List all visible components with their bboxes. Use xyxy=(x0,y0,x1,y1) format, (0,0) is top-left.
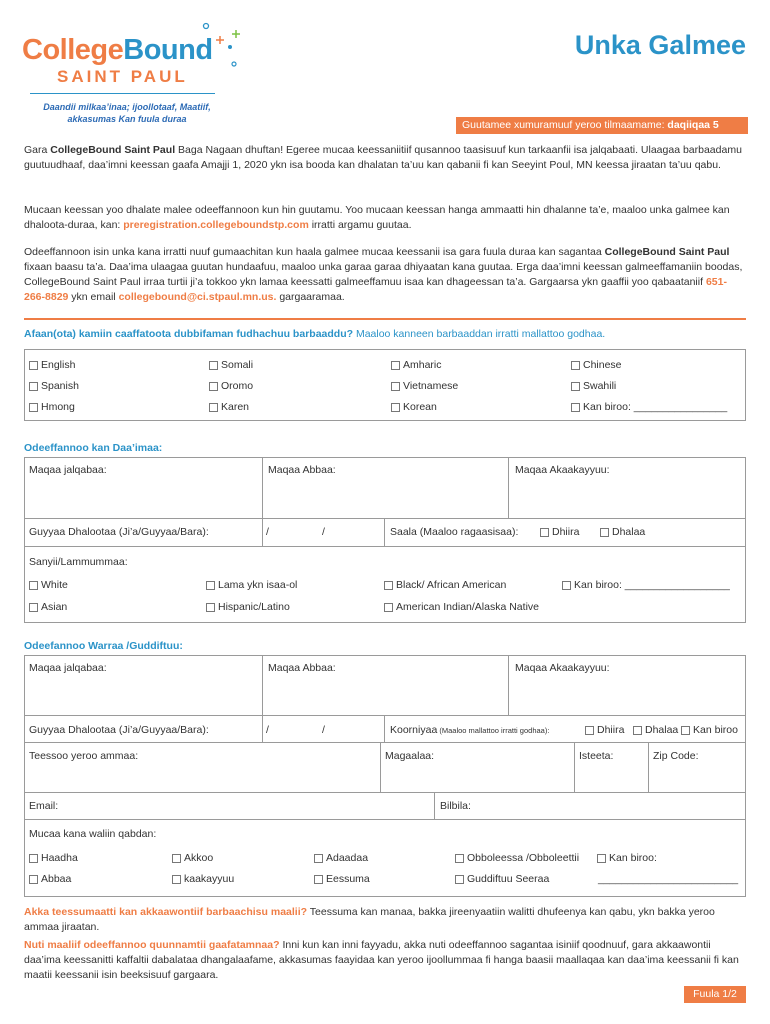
checkbox-icon xyxy=(29,854,38,863)
time-estimate-banner xyxy=(456,117,748,134)
language-option[interactable]: Amharic xyxy=(391,359,442,371)
relation-option[interactable]: Obboleessa /Obboleettii xyxy=(455,852,579,864)
checkbox-icon xyxy=(571,382,580,391)
parent-gender-option[interactable]: Kan biroo xyxy=(681,724,738,736)
race-option[interactable]: Lama ykn isaa-ol xyxy=(206,579,297,591)
relation-option[interactable]: Akkoo xyxy=(172,852,213,864)
address-field[interactable] xyxy=(25,764,379,791)
parent-grandfather-name-field[interactable] xyxy=(509,676,745,714)
checkbox-icon xyxy=(29,603,38,612)
checkbox-icon xyxy=(209,361,218,370)
checkbox-icon xyxy=(29,361,38,370)
page-title: Unka Galmee xyxy=(574,30,746,60)
checkbox-icon xyxy=(455,854,464,863)
language-question: Afaan(ota) kamiin caaffatoota dubbifaman fudhachuu barbaaddu? Maaloo kanneen barbaaddan irratti mallattoo godhaa. xyxy=(24,328,606,340)
relation-label: Mucaa kana waliin qabdan: xyxy=(29,828,157,840)
page-number: Fuula 1/2 xyxy=(684,986,746,1003)
preregistration-link[interactable]: preregistration.collegeboundstp.com xyxy=(123,219,309,231)
address-note: Akka teessumaatti kan akkaawontiif barbaachisu maalii? Teessuma kan manaa, bakka jireenyaatiin walitti dhufeenya kan qabu, ykn bakka yeroo ammaa jiraatan. xyxy=(24,906,715,933)
child-father-name-label: Maqaa Abbaa: xyxy=(268,464,336,476)
logo-divider xyxy=(30,93,215,94)
email-field[interactable] xyxy=(70,793,432,818)
phone-link[interactable]: 651-266-8829 xyxy=(24,276,727,303)
language-option[interactable]: Karen xyxy=(209,401,249,413)
language-option[interactable]: Spanish xyxy=(29,380,79,392)
banner-minutes: daqiiqaa 5 xyxy=(667,119,719,131)
language-option[interactable]: Kan biroo: ________________ xyxy=(571,401,727,413)
child-father-name-field[interactable] xyxy=(263,478,507,517)
race-option[interactable]: Hispanic/Latino xyxy=(206,601,290,613)
race-label: Sanyii/Lammummaa: xyxy=(29,556,128,568)
zip-label: Zip Code: xyxy=(653,750,699,762)
child-dob-label: Guyyaa Dhalootaa (Ji’a/Guyyaa/Bara): xyxy=(29,526,209,538)
logo xyxy=(22,34,213,67)
checkbox-icon xyxy=(172,875,181,884)
checkbox-icon xyxy=(681,726,690,735)
logo-part1: College xyxy=(22,34,124,66)
language-option[interactable]: Oromo xyxy=(209,380,253,392)
child-gender-label: Saala (Maaloo ragaasisaa): xyxy=(390,526,519,538)
address-label: Teessoo yeroo ammaa: xyxy=(29,750,139,762)
checkbox-icon xyxy=(209,403,218,412)
relation-option[interactable]: Kan biroo: xyxy=(597,852,657,864)
race-option[interactable]: American Indian/Alaska Native xyxy=(384,601,539,613)
intro-paragraph-3: Odeeffannoon isin unka kana irratti nuuf gumaachitan kun haala galmee mucaa keessanii isa gara fuula duraa kan sagantaa CollegeBound Saint Paul fixaan baasu ta’a. Daa’ima ulaagaa guutan hundaafuu, maaloo unka garaa garaa dhiyaatan kana guutaa. Erga daa’imni keessan galmeeffamaniin boodas, CollegeBound Saint Paul irraa turtii ji’a tokkoo ykn lamaa keessatti galmeeffamuu isaa kan dhageessan ta’a. Gargaarsa ykn gaaffii yoo qabaataniif 651-266-8829 ykn email collegebound@ci.stpaul.mn.us. gargaaramaa. xyxy=(24,246,743,303)
checkbox-icon xyxy=(209,382,218,391)
intro-paragraph-2: Mucaan keessan yoo dhalate malee odeeffannoon kun hin guutamu. Yoo mucaan keessan hanga ammaatti hin dhalanne ta’e, maaloo unka galmee kan dhaloota-duraa, kan: preregistration.collegeboundstp.com irratti argamu guutaa. xyxy=(24,204,730,231)
checkbox-icon xyxy=(540,528,549,537)
checkbox-icon xyxy=(314,854,323,863)
sparkle-icon xyxy=(196,20,256,70)
checkbox-icon xyxy=(206,603,215,612)
child-gender-option-male[interactable]: Dhalaa xyxy=(600,526,645,538)
checkbox-icon xyxy=(633,726,642,735)
email-link[interactable]: collegebound@ci.stpaul.mn.us. xyxy=(118,291,277,303)
checkbox-icon xyxy=(391,403,400,412)
language-option[interactable]: Korean xyxy=(391,401,437,413)
zip-field[interactable] xyxy=(649,764,745,791)
checkbox-icon xyxy=(585,726,594,735)
parent-gender-option[interactable]: Dhalaa xyxy=(633,724,678,736)
checkbox-icon xyxy=(391,382,400,391)
parent-first-name-label: Maqaa jalqabaa: xyxy=(29,662,107,674)
contact-note: Nuti maaliif odeeffannoo quunnamtii gaafatamnaa? Inni kun kan inni fayyadu, akka nuti odeeffannoo sagantaa isiniif qoodnuuf, gara akkaawontii daa’ima keessanitti kaffaltii dabalataa dhangalaafame, akkasumas faayidaa kan yeroo ijoollummaa fi hanga baasii maallaqaa kan daa’ima keessanii fi kan maatii keessanii isin beeksisuuf gargaara. xyxy=(24,939,739,981)
language-option[interactable]: Chinese xyxy=(571,359,622,371)
parent-gender-option[interactable]: Dhiira xyxy=(585,724,624,736)
checkbox-icon xyxy=(597,854,606,863)
relation-option[interactable]: Eessuma xyxy=(314,873,370,885)
parent-father-name-label: Maqaa Abbaa: xyxy=(268,662,336,674)
child-dob-slash-2: / xyxy=(322,526,325,538)
language-option[interactable]: Hmong xyxy=(29,401,75,413)
state-label: Isteeta: xyxy=(579,750,614,762)
child-dob-slash-1: / xyxy=(266,526,269,538)
section-divider xyxy=(24,318,746,320)
phone-label: Bilbila: xyxy=(440,800,471,812)
parent-gender-label: Koorniyaa (Maaloo mallattoo irratti godhaa): xyxy=(390,724,550,736)
checkbox-icon xyxy=(29,403,38,412)
checkbox-icon xyxy=(600,528,609,537)
checkbox-icon xyxy=(391,361,400,370)
checkbox-icon xyxy=(571,361,580,370)
relation-option[interactable]: Haadha xyxy=(29,852,78,864)
race-option[interactable]: White xyxy=(29,579,68,591)
checkbox-icon xyxy=(455,875,464,884)
banner-text: Guutamee xumuramuuf yeroo tilmaamame: xyxy=(462,119,668,131)
parent-dob-label: Guyyaa Dhalootaa (Ji’a/Guyyaa/Bara): xyxy=(29,724,209,736)
logo-part2: Bound xyxy=(123,34,213,66)
checkbox-icon xyxy=(29,581,38,590)
checkbox-icon xyxy=(206,581,215,590)
language-option[interactable]: Vietnamese xyxy=(391,380,458,392)
logo-subtitle: SAINT PAUL xyxy=(57,67,188,86)
parent-dob-slash-1: / xyxy=(266,724,269,736)
checkbox-icon xyxy=(29,382,38,391)
tagline: Daandii milkaa’inaa; ijoollotaaf, Maatiif, akkasumas Kan fuula duraa xyxy=(43,102,211,124)
checkbox-icon xyxy=(384,603,393,612)
parent-section-title: Odeefannoo Warraa /Guddiftuu: xyxy=(24,640,183,652)
race-option[interactable]: Kan biroo: __________________ xyxy=(562,579,730,591)
parent-grandfather-name-label: Maqaa Akaakayyuu: xyxy=(515,662,610,674)
checkbox-icon xyxy=(384,581,393,590)
intro-paragraph-1: Gara CollegeBound Saint Paul Baga Nagaan dhuftan! Egeree mucaa keessaniitiif qusannoo taasisuuf kun tarkaanfii isa jalqabaati. Ulaagaa barbaadamu guutuudhaaf, daa’imni keessan gaafa Amajji 1, 2020 ykn isa booda kan dhalatan ta’uu kan qabanii fi kan Seeyint Poul, MN keessa jiraatan ta’uu qabu. xyxy=(24,144,742,171)
relation-option[interactable]: Adaadaa xyxy=(314,852,368,864)
child-gender-option-female[interactable]: Dhiira xyxy=(540,526,579,538)
child-grandfather-name-label: Maqaa Akaakayyuu: xyxy=(515,464,610,476)
language-option[interactable]: English xyxy=(29,359,75,371)
race-option[interactable]: Black/ African American xyxy=(384,579,506,591)
checkbox-icon xyxy=(29,875,38,884)
relation-other-blank[interactable]: ________________________ xyxy=(598,873,739,885)
language-option[interactable]: Somali xyxy=(209,359,253,371)
state-field[interactable] xyxy=(575,764,647,791)
child-first-name-label: Maqaa jalqabaa: xyxy=(29,464,107,476)
language-option[interactable]: Swahili xyxy=(571,380,616,392)
relation-option[interactable]: kaakayyuu xyxy=(172,873,234,885)
relation-option[interactable]: Guddiftuu Seeraa xyxy=(455,873,549,885)
checkbox-icon xyxy=(571,403,580,412)
parent-dob-slash-2: / xyxy=(322,724,325,736)
child-grandfather-name-field[interactable] xyxy=(509,478,745,517)
city-field[interactable] xyxy=(381,764,573,791)
checkbox-icon xyxy=(314,875,323,884)
parent-first-name-field[interactable] xyxy=(25,676,261,714)
city-label: Magaalaa: xyxy=(385,750,435,762)
child-first-name-field[interactable] xyxy=(25,478,261,517)
race-option[interactable]: Asian xyxy=(29,601,67,613)
checkbox-icon xyxy=(562,581,571,590)
parent-father-name-field[interactable] xyxy=(263,676,507,714)
relation-option[interactable]: Abbaa xyxy=(29,873,71,885)
phone-field[interactable] xyxy=(490,793,744,818)
checkbox-icon xyxy=(172,854,181,863)
email-label: Email: xyxy=(29,800,59,812)
child-section-title: Odeeffannoo kan Daa’imaa: xyxy=(24,442,163,454)
